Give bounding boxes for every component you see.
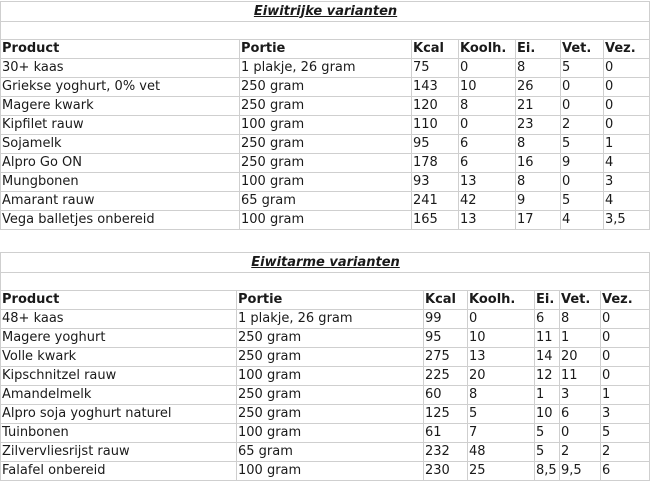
table-cell: 0 bbox=[561, 78, 604, 97]
table-cell: 11 bbox=[535, 329, 560, 348]
table-cell: 8 bbox=[516, 173, 561, 192]
table-cell: 8 bbox=[468, 386, 535, 405]
table-row bbox=[1, 173, 650, 192]
table-cell: 0 bbox=[561, 173, 604, 192]
column-header: Product bbox=[1, 40, 240, 59]
table-cell: 120 bbox=[412, 97, 459, 116]
table-cell: 2 bbox=[561, 116, 604, 135]
table-row bbox=[1, 59, 650, 78]
table-cell: 1 plakje, 26 gram bbox=[240, 59, 412, 78]
table-cell: Volle kwark bbox=[1, 348, 237, 367]
table-cell: 6 bbox=[601, 462, 650, 481]
table-cell: 5 bbox=[561, 135, 604, 154]
table-cell: 20 bbox=[560, 348, 601, 367]
table-cell: 11 bbox=[560, 367, 601, 386]
column-header: Kcal bbox=[424, 291, 468, 310]
table-cell: Griekse yoghurt, 0% vet bbox=[1, 78, 240, 97]
table-cell: 1 plakje, 26 gram bbox=[237, 310, 424, 329]
table-cell: 10 bbox=[468, 329, 535, 348]
table-row bbox=[1, 367, 650, 386]
table-cell: 5 bbox=[561, 192, 604, 211]
table-cell: 3,5 bbox=[604, 211, 650, 230]
table-cell: Alpro Go ON bbox=[1, 154, 240, 173]
table-row bbox=[1, 348, 650, 367]
table-cell: 0 bbox=[468, 310, 535, 329]
table-cell: 1 bbox=[601, 386, 650, 405]
table-cell: 250 gram bbox=[240, 78, 412, 97]
column-header: Vet. bbox=[560, 291, 601, 310]
table-cell: 13 bbox=[459, 173, 516, 192]
table-cell: 13 bbox=[459, 211, 516, 230]
table-cell: 0 bbox=[604, 97, 650, 116]
table-row bbox=[1, 116, 650, 135]
header-row bbox=[1, 40, 650, 59]
table-cell: 99 bbox=[424, 310, 468, 329]
low-protein-table bbox=[0, 252, 650, 481]
table-cell: 93 bbox=[412, 173, 459, 192]
table-cell: 7 bbox=[468, 424, 535, 443]
table-cell: 0 bbox=[604, 78, 650, 97]
table-cell: 9 bbox=[516, 192, 561, 211]
table-cell: 250 gram bbox=[237, 386, 424, 405]
column-header: Portie bbox=[240, 40, 412, 59]
table-cell: 9 bbox=[561, 154, 604, 173]
table-cell: 23 bbox=[516, 116, 561, 135]
table-row bbox=[1, 405, 650, 424]
table-cell: 5 bbox=[535, 443, 560, 462]
table-cell: 12 bbox=[535, 367, 560, 386]
table-cell: 241 bbox=[412, 192, 459, 211]
table-cell: 110 bbox=[412, 116, 459, 135]
table-cell: 250 gram bbox=[240, 154, 412, 173]
table-cell: 20 bbox=[468, 367, 535, 386]
table-cell: 143 bbox=[412, 78, 459, 97]
table-cell: Vega balletjes onbereid bbox=[1, 211, 240, 230]
table-cell: 65 gram bbox=[240, 192, 412, 211]
table-cell: 250 gram bbox=[237, 348, 424, 367]
table-cell: 5 bbox=[535, 424, 560, 443]
table-cell: 75 bbox=[412, 59, 459, 78]
spacer-cell bbox=[1, 22, 650, 40]
table-cell: 6 bbox=[459, 154, 516, 173]
table-cell: Amandelmelk bbox=[1, 386, 237, 405]
column-header: Ei. bbox=[535, 291, 560, 310]
table-cell: 48 bbox=[468, 443, 535, 462]
column-header: Vez. bbox=[601, 291, 650, 310]
table-row bbox=[1, 78, 650, 97]
table-row bbox=[1, 211, 650, 230]
column-header: Ei. bbox=[516, 40, 561, 59]
table-cell: 10 bbox=[459, 78, 516, 97]
table-cell: 3 bbox=[601, 405, 650, 424]
column-header: Product bbox=[1, 291, 237, 310]
table-title: Eiwitarme varianten bbox=[1, 253, 650, 273]
table-row bbox=[1, 329, 650, 348]
table-cell: Tuinbonen bbox=[1, 424, 237, 443]
table-cell: 4 bbox=[604, 154, 650, 173]
table-cell: 95 bbox=[412, 135, 459, 154]
table-cell: 0 bbox=[601, 367, 650, 386]
table-cell: 60 bbox=[424, 386, 468, 405]
table-row bbox=[1, 192, 650, 211]
table-cell: 0 bbox=[601, 310, 650, 329]
table-cell: 5 bbox=[601, 424, 650, 443]
table-row bbox=[1, 462, 650, 481]
table-row bbox=[1, 386, 650, 405]
table-cell: 125 bbox=[424, 405, 468, 424]
table-cell: 250 gram bbox=[237, 329, 424, 348]
table-cell: 30+ kaas bbox=[1, 59, 240, 78]
table-cell: 13 bbox=[468, 348, 535, 367]
table-cell: 5 bbox=[468, 405, 535, 424]
table-cell: 2 bbox=[560, 443, 601, 462]
table-cell: 100 gram bbox=[240, 211, 412, 230]
table-cell: 8 bbox=[560, 310, 601, 329]
column-header: Portie bbox=[237, 291, 424, 310]
table-cell: 250 gram bbox=[240, 135, 412, 154]
header-row bbox=[1, 291, 650, 310]
table-cell: 4 bbox=[561, 211, 604, 230]
column-header: Vet. bbox=[561, 40, 604, 59]
table-cell: 225 bbox=[424, 367, 468, 386]
table-cell: 100 gram bbox=[237, 424, 424, 443]
table-cell: 2 bbox=[601, 443, 650, 462]
table-cell: 0 bbox=[604, 116, 650, 135]
column-header: Koolh. bbox=[459, 40, 516, 59]
table-cell: 100 gram bbox=[237, 367, 424, 386]
spacer-row bbox=[1, 22, 650, 40]
table-cell: 0 bbox=[604, 59, 650, 78]
table-row bbox=[1, 97, 650, 116]
table-title: Eiwitrijke varianten bbox=[1, 2, 650, 22]
table-cell: 8,5 bbox=[535, 462, 560, 481]
table-cell: 250 gram bbox=[237, 405, 424, 424]
spacer-row bbox=[1, 273, 650, 291]
table-cell: Amarant rauw bbox=[1, 192, 240, 211]
table-cell: 25 bbox=[468, 462, 535, 481]
table-cell: 8 bbox=[516, 59, 561, 78]
table-cell: 0 bbox=[560, 424, 601, 443]
table-cell: 16 bbox=[516, 154, 561, 173]
table-cell: Mungbonen bbox=[1, 173, 240, 192]
table-cell: 100 gram bbox=[240, 173, 412, 192]
table-cell: 6 bbox=[560, 405, 601, 424]
table-cell: Magere kwark bbox=[1, 97, 240, 116]
table-cell: 61 bbox=[424, 424, 468, 443]
table-cell: 14 bbox=[535, 348, 560, 367]
table-row bbox=[1, 135, 650, 154]
table-cell: 26 bbox=[516, 78, 561, 97]
table-cell: 3 bbox=[604, 173, 650, 192]
table-cell: Zilvervliesrijst rauw bbox=[1, 443, 237, 462]
table-body bbox=[1, 253, 650, 481]
table-cell: 42 bbox=[459, 192, 516, 211]
table-cell: 6 bbox=[535, 310, 560, 329]
table-cell: 8 bbox=[516, 135, 561, 154]
table-row bbox=[1, 443, 650, 462]
table-cell: 48+ kaas bbox=[1, 310, 237, 329]
table-cell: 250 gram bbox=[240, 97, 412, 116]
table-cell: 0 bbox=[459, 116, 516, 135]
column-header: Vez. bbox=[604, 40, 650, 59]
table-cell: Alpro soja yoghurt naturel bbox=[1, 405, 237, 424]
table-cell: 165 bbox=[412, 211, 459, 230]
table-cell: 9,5 bbox=[560, 462, 601, 481]
table-cell: 65 gram bbox=[237, 443, 424, 462]
table-cell: 230 bbox=[424, 462, 468, 481]
table-row bbox=[1, 424, 650, 443]
table-cell: 6 bbox=[459, 135, 516, 154]
table-cell: 0 bbox=[601, 348, 650, 367]
table-cell: 0 bbox=[459, 59, 516, 78]
table-cell: Sojamelk bbox=[1, 135, 240, 154]
table-cell: 100 gram bbox=[240, 116, 412, 135]
column-header: Koolh. bbox=[468, 291, 535, 310]
spacer-cell bbox=[1, 273, 650, 291]
table-cell: 178 bbox=[412, 154, 459, 173]
table-cell: 0 bbox=[561, 97, 604, 116]
table-cell: 5 bbox=[561, 59, 604, 78]
table-cell: 100 gram bbox=[237, 462, 424, 481]
table-body bbox=[1, 2, 650, 230]
table-cell: 3 bbox=[560, 386, 601, 405]
table-cell: 1 bbox=[560, 329, 601, 348]
table-cell: Kipschnitzel rauw bbox=[1, 367, 237, 386]
table-cell: 4 bbox=[604, 192, 650, 211]
table-cell: 95 bbox=[424, 329, 468, 348]
high-protein-table bbox=[0, 1, 650, 230]
table-title-row bbox=[1, 253, 650, 273]
table-cell: 21 bbox=[516, 97, 561, 116]
table-cell: Kipfilet rauw bbox=[1, 116, 240, 135]
table-cell: 232 bbox=[424, 443, 468, 462]
table-cell: 0 bbox=[601, 329, 650, 348]
table-cell: 17 bbox=[516, 211, 561, 230]
column-header: Kcal bbox=[412, 40, 459, 59]
table-cell: 10 bbox=[535, 405, 560, 424]
table-cell: 1 bbox=[535, 386, 560, 405]
table-cell: 8 bbox=[459, 97, 516, 116]
table-row bbox=[1, 310, 650, 329]
table-cell: Magere yoghurt bbox=[1, 329, 237, 348]
table-title-row bbox=[1, 2, 650, 22]
table-cell: 275 bbox=[424, 348, 468, 367]
table-row bbox=[1, 154, 650, 173]
table-cell: 1 bbox=[604, 135, 650, 154]
table-cell: Falafel onbereid bbox=[1, 462, 237, 481]
